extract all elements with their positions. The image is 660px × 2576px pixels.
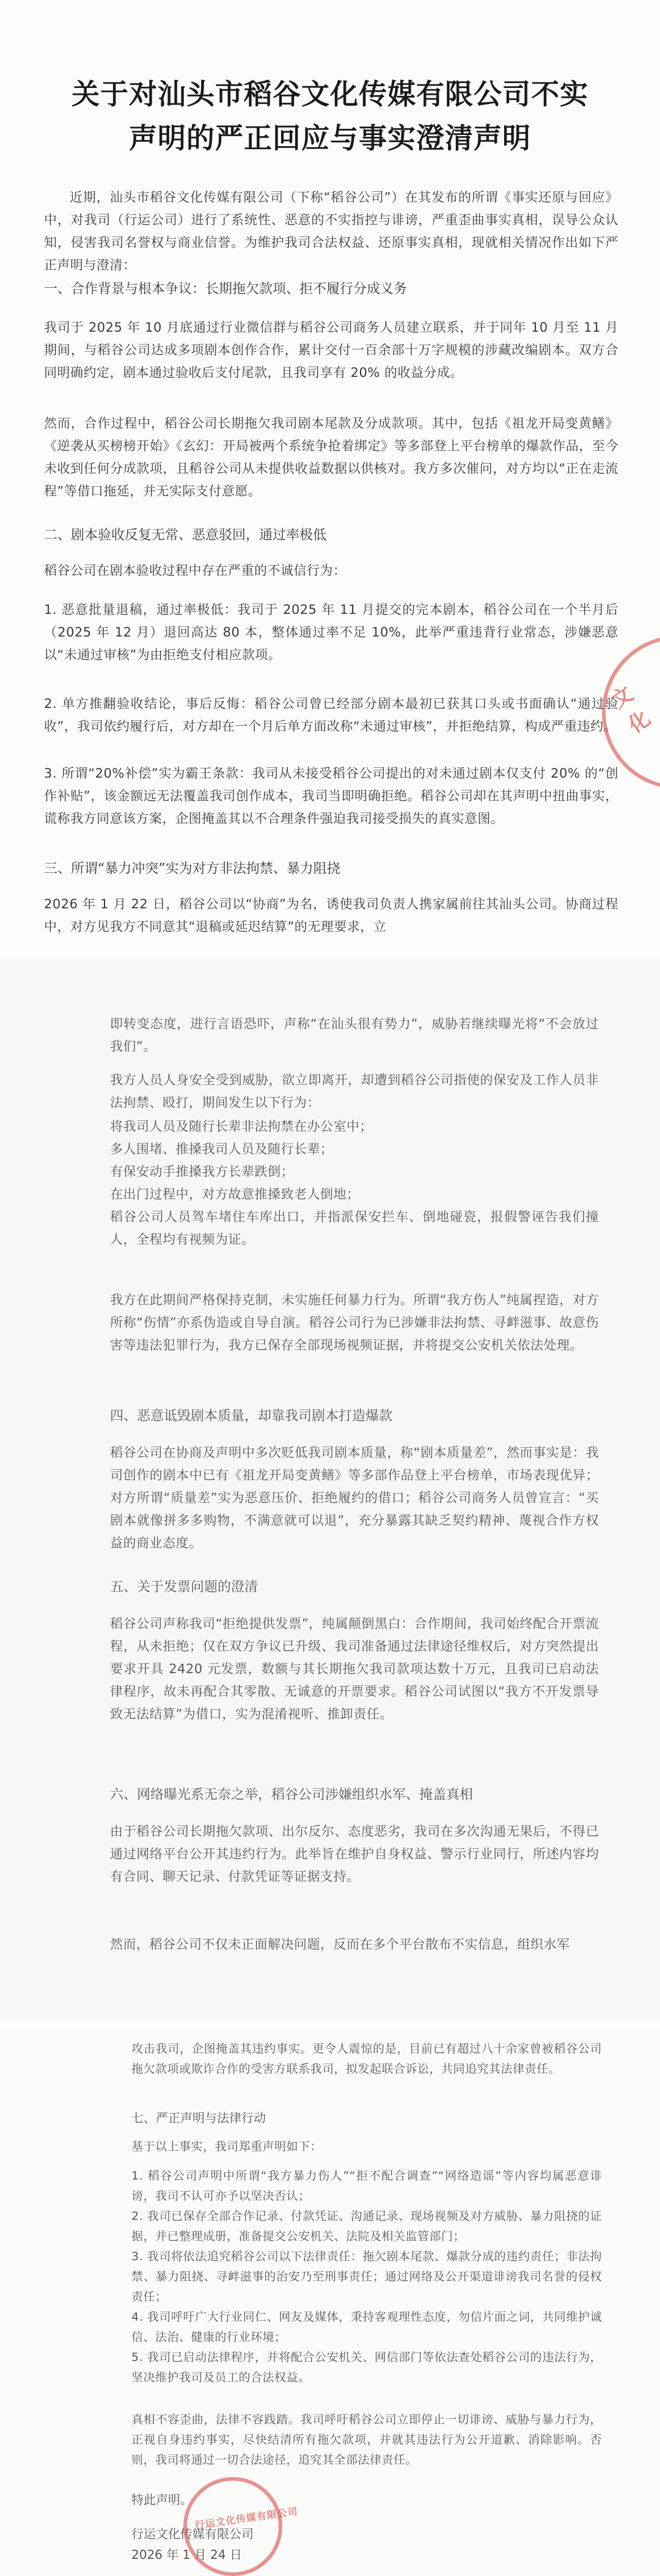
page2-line-4: 多人围堵、推搡我司人员及随行长辈； xyxy=(110,1142,334,1156)
section-1-heading: 一、合作背景与根本争议：长期拖欠款项、拒不履行分成义务 xyxy=(44,282,408,297)
section-7-item-1: 1. 稻谷公司声明中所谓“我方暴力伤人”“拒不配合调查”“网络造谣”等内容均属恶意诽谤，我司不认可亦予以坚决否认； xyxy=(131,2169,602,2203)
page2-line-7: 稻谷公司人员驾车堵住车库出口，并指派保安拦车、倒地碰瓷，报假警诬告我们撞人，全程均有视频为证。 xyxy=(110,1210,599,1247)
page2-line-8: 我方在此期间严格保持克制，未实施任何暴力行为。所谓“我方伤人”纯属捏造，对方所称“伤情”亦系伪造或自导自演。稻谷公司行为已涉嫌非法拘禁、寻衅滋事、故意伤害等违法犯罪行为，我方已保存全部现场视频证据，并将提交公安机关依法处理。 xyxy=(110,1293,599,1352)
section-6-paragraph-1: 由于稻谷公司长期拖欠款项、出尔反尔、态度恶劣，我司在多次沟通无果后，不得已通过网络平台公开其违约行为。此举旨在维护自身权益、警示行业同行，所述内容均有合同、聊天记录、付款凭证等证据支持。 xyxy=(110,1824,599,1884)
section-6-heading: 六、网络曝光系无奈之举，稻谷公司涉嫌组织水军、掩盖真相 xyxy=(110,1787,474,1803)
title-block xyxy=(37,72,623,160)
section-5-paragraph: 稻谷公司声称我司“拒绝提供发票”，纯属颠倒黑白：合作期间，我司始终配合开票流程，从未拒绝；仅在双方争议已升级、我司准备通过法律途径维权后，对方突然提出要求开具 2420 元发票，数额与其长期拖欠我司款项达数十万元，且我司已启动法律程序，故未再配合其零散、无诚意的开票要求。稻谷公司试图以“我方不开发票导致无法结算”为借口，实为混淆视听、推卸责任。 xyxy=(110,1616,599,1721)
section-1-paragraph-1: 我司于 2025 年 10 月底通过行业微信群与稻谷公司商务人员建立联系，并于同年 10 月至 11 月期间，与稻谷公司达成多项剧本创作合作，累计交付一百余部十万字规模的涉藏改编剧本。双方合同明确约定，剧本通过验收后支付尾款，且我司享有 20% 的收益分成。 xyxy=(44,320,618,380)
intro-paragraph: 近期，汕头市稻谷文化传媒有限公司（下称“稻谷公司”）在其发布的所谓《事实还原与回应》中，对我司（行运公司）进行了系统性、恶意的不实指控与诽谤，严重歪曲事实真相，误导公众认知，侵害我司名誉权与商业信誉。为维护我司合法权益、还原事实真相，现就相关情况作出如下严正声明与澄清： xyxy=(44,190,618,272)
section-7-item-3: 3. 我司将依法追究稻谷公司以下法律责任：拖欠剧本尾款、爆款分成的违约责任；非法拘禁、暴力阻挠、寻衅滋事的治安乃至刑事责任；通过网络及公开渠道诽谤我司名誉的侵权责任； xyxy=(131,2250,602,2304)
section-7-item-2: 2. 我司已保存全部合作记录、付款凭证、沟通记录、现场视频及对方威胁、暴力阻挠的证据，并已整理成册，准备提交公安机关、法院及相关监管部门； xyxy=(131,2209,602,2243)
closing-paragraph: 真相不容歪曲，法律不容践踏。我司呼吁稻谷公司立即停止一切诽谤、威胁与暴力行为，正视自身违约事实，尽快结清所有拖欠款项，并就其违法行为公开道歉、消除影响。否则，我司将通过一切合法途径，追究其全部法律责任。 xyxy=(131,2413,602,2467)
section-1-paragraph-2: 然而，合作过程中，稻谷公司长期拖欠我司剧本尾款及分成款项。其中，包括《祖龙开局变黄鳝》《逆袭从买榜榜开始》《玄幻：开局被两个系统争抢着绑定》等多部登上平台榜单的爆款作品，至今未收到任何分成款项，且稻谷公司从未提供收益数据以供核对。我方多次催问，对方均以“正在走流程”等借口拖延，并无实际支付意愿。 xyxy=(44,416,618,498)
section-2-item-2: 2. 单方推翻验收结论，事后反悔：稻谷公司曾已经部分剧本最初已获其口头或书面确认“通过验收”，我司依约履行后，对方却在一个月后单方面改称“未通过审核”，并拒绝结算，构成严重违约。 xyxy=(44,696,618,734)
section-7-item-4: 4. 我司呼吁广大行业同仁、网友及媒体，秉持客观理性态度，勿信片面之词，共同维护诚信、法治、健康的行业环境； xyxy=(131,2310,602,2344)
page2-line-1: 即转变态度，进行言语恐吓，声称“在汕头很有势力”，威胁若继续曝光将“不会放过我们”。 xyxy=(110,1016,599,1054)
section-2-heading: 二、剧本验收反复无常、恶意驳回，通过率极低 xyxy=(44,528,327,543)
page3-line-1: 攻击我司，企图掩盖其违约事实。更令人震惊的是，目前已有超过八十余家曾被稻谷公司拖欠款项或欺诈合作的受害方联系我司，拟发起联合诉讼，共同追究其法律责任。 xyxy=(131,2042,602,2076)
signature-date: 2026 年 1 月 24 日 xyxy=(131,2547,242,2562)
section-6-paragraph-2: 然而，稻谷公司不仅未正面解决问题，反而在多个平台散布不实信息，组织水军 xyxy=(110,1937,570,1952)
page2-line-3: 将我司人员及随行长辈非法拘禁在办公室中； xyxy=(110,1119,373,1134)
page-2 xyxy=(0,959,660,2022)
company-seal-text: 行运文化传媒有限公司 xyxy=(194,2505,299,2531)
section-2-item-1: 1. 恶意批量退稿，通过率极低：我司于 2025 年 11 月提交的完本剧本，稻谷公司在一个半月后（2025 年 12 月）退回高达 80 本，整体通过率不足 10%，此举严重违背行业常态，涉嫌恶意以“未通过审核”为由拒绝支付相应款项。 xyxy=(44,602,618,662)
section-7-lead: 基于以上事实，我司郑重声明如下： xyxy=(131,2140,323,2153)
section-2-lead: 稻谷公司在剧本验收过程中存在严重的不诚信行为： xyxy=(44,563,346,578)
page-3 xyxy=(0,2028,660,2576)
page2-line-5: 有保安动手推搡我方长辈跌倒； xyxy=(110,1164,294,1179)
page2-line-2: 我方人员人身安全受到威胁，欲立即离开，却遭到稻谷公司指使的保安及工作人员非法拘禁、殴打，期间发生以下行为： xyxy=(110,1073,599,1110)
section-2-item-3: 3. 所谓“20%补偿”实为霸王条款：我司从未接受稻谷公司提出的对未通过剧本仅支付 20% 的“创作补贴”，该金额远无法覆盖我司创作成本，我司当即明确拒绝。稻谷公司却在其声明中扭曲事实，谎称我方同意该方案，企图掩盖其以不合理条件强迫我司接受损失的真实意图。 xyxy=(44,766,618,826)
title-line-2: 声明的严正回应与事实澄清声明 xyxy=(129,122,531,155)
section-4-paragraph: 稻谷公司在协商及声明中多次贬低我司剧本质量，称“剧本质量差”，然而事实是：我司创作的剧本中已有《祖龙开局变黄鳝》等多部作品登上平台榜单，市场表现优异；对方所谓“质量差”实为恶意压价、拒绝履约的借口；稻谷公司商务人员曾宣言：“买剧本就像拼多多购物，不满意就可以退”，充分暴露其缺乏契约精神、蔑视合作方权益的商业态度。 xyxy=(110,1445,599,1550)
section-4-heading: 四、恶意诋毁剧本质量，却靠我司剧本打造爆款 xyxy=(110,1409,393,1424)
section-5-heading: 五、关于发票问题的澄清 xyxy=(110,1580,258,1595)
page2-line-6: 在出门过程中，对方故意推搡致老人倒地； xyxy=(110,1187,360,1202)
section-7-item-5: 5. 我司已启动法律程序，并将配合公安机关、网信部门等依法查处稻谷公司的违法行为，坚决维护我司及员工的合法权益。 xyxy=(131,2351,602,2384)
section-3-paragraph-1: 2026 年 1 月 22 日，稻谷公司以“协商”为名，诱使我司负责人携家属前往其汕头公司。协商过程中，对方见我方不同意其“退稿或延迟结算”的无理要求，立 xyxy=(44,897,618,934)
special-statement: 特此声明。 xyxy=(131,2492,193,2507)
section-3-heading: 三、所谓“暴力冲突”实为对方非法拘禁、暴力阻挠 xyxy=(44,861,340,877)
signer-company: 行运文化传媒有限公司 xyxy=(131,2527,254,2541)
seal-fragment-text: 文化 xyxy=(606,680,657,739)
page-1 xyxy=(0,0,660,953)
title-line-1: 关于对汕头市稻谷文化传媒有限公司不实 xyxy=(72,78,588,111)
section-7-heading: 七、严正声明与法律行动 xyxy=(131,2111,266,2125)
